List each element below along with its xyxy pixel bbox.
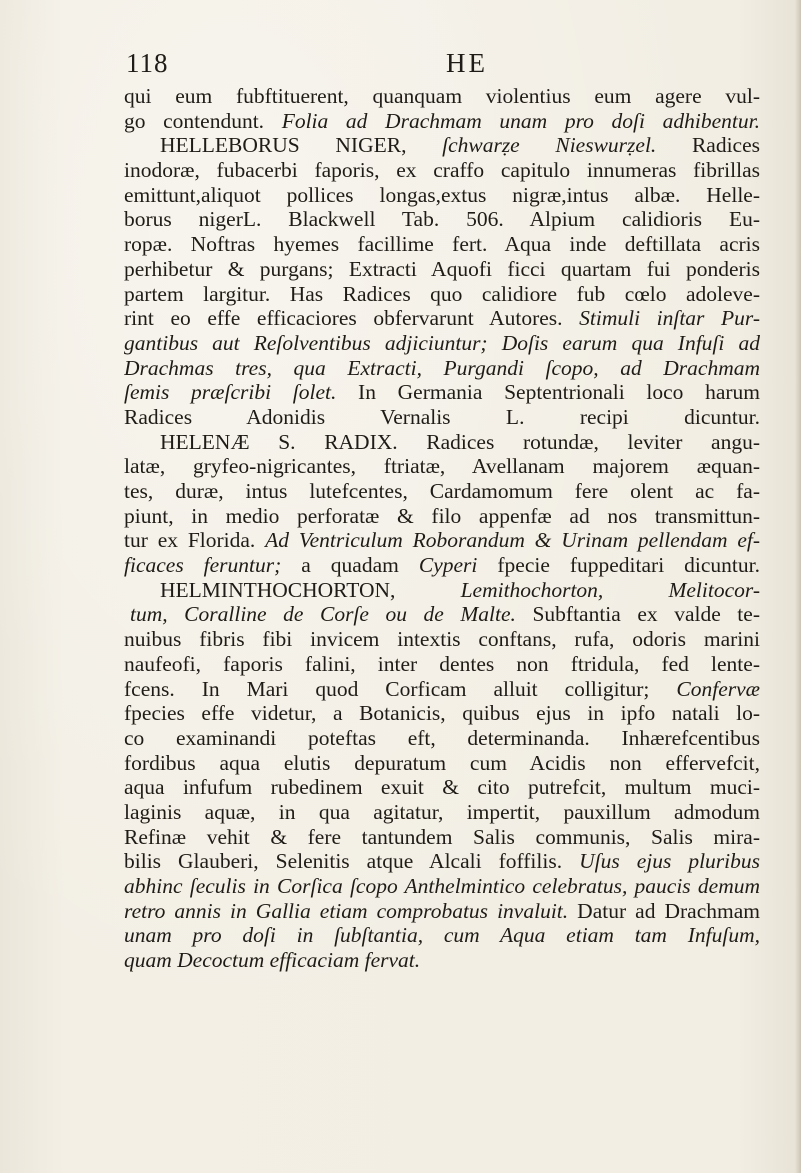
text-segment: perhibetur & purgans; Extracti Aquofi ficci quartam fui ponderis — [124, 256, 760, 281]
text-line — [124, 528, 760, 553]
italic-text: abhinc ſeculis in Corſica ſcopo Anthelmintico celebratus, paucis demum — [124, 874, 760, 898]
text-line — [124, 232, 760, 257]
italic-text: ficaces feruntur; — [124, 553, 282, 578]
text-segment: ropæ. Noftras hyemes facillime fert. Aqua inde deftillata acris — [124, 232, 760, 257]
text-segment: co examinandi poteftas eft, determinanda. Inhærefcentibus — [124, 725, 760, 750]
text-line — [124, 923, 760, 948]
running-head: HE — [446, 48, 488, 78]
text-line — [124, 652, 760, 677]
text-line — [124, 356, 760, 381]
text-segment: inodoræ, fubacerbi faporis, ex craffo capitulo innumeras fibrillas — [124, 158, 760, 183]
text-segment: piunt, in medio perforatæ & filo appenfæ ad nos transmittun- — [124, 503, 760, 528]
text-segment: Datur ad Drachmam — [568, 898, 760, 923]
text-line — [124, 257, 760, 282]
italic-text: tum, Coralline de Corſe ou de Malte. — [130, 602, 516, 627]
italic-text: gantibus aut Reſolventibus adjiciuntur; Doſis earum qua Infuſi ad — [124, 330, 760, 355]
text-line — [124, 849, 760, 874]
text-segment: Subftantia ex valde te- — [515, 602, 760, 627]
text-line — [124, 133, 760, 158]
text-segment: laginis aquæ, in qua agitatur, impertit, pauxillum admodum — [124, 799, 760, 824]
text-segment: HELENÆ S. RADIX. Radices rotundæ, leviter angu- — [160, 429, 760, 454]
italic-text: ſchwarẓe Nieswurẓel. — [442, 133, 657, 158]
text-line — [124, 627, 760, 652]
text-line — [124, 899, 760, 924]
text-line — [124, 726, 760, 751]
text-segment: tes, duræ, intus lutefcentes, Cardamomum fere olent ac fa- — [124, 479, 760, 503]
text-line — [124, 775, 760, 800]
text-line — [124, 701, 760, 726]
text-line — [124, 183, 760, 208]
text-segment: partem largitur. Has Radices quo calidiore fub cœlo adoleve- — [124, 281, 760, 306]
text-segment: HELMINTHOCHORTON, — [160, 577, 461, 602]
text-segment: a quadam — [281, 553, 419, 578]
body-text — [124, 84, 760, 973]
text-line — [124, 158, 760, 183]
text-line — [124, 380, 760, 405]
text-line — [124, 677, 760, 702]
text-segment: latæ, gryfeo-nigricantes, ftriatæ, Avellanam majorem æquan- — [124, 454, 760, 479]
text-segment: Radices — [656, 133, 760, 158]
text-line — [124, 331, 760, 356]
text-segment: HELLEBORUS NIGER, — [160, 133, 443, 158]
text-line — [124, 825, 760, 850]
text-segment: borus nigerL. Blackwell Tab. 506. Alpium calidioris Eu- — [124, 207, 760, 232]
italic-text: quam Decoctum efficaciam fervat. — [124, 948, 421, 973]
text-line — [124, 751, 760, 776]
page-number: 118 — [126, 48, 169, 78]
italic-text: Folia ad Drachmam unam pro doſi adhibentur. — [281, 108, 760, 133]
text-line — [124, 430, 760, 455]
text-line — [124, 207, 760, 232]
page-edge-shadow — [795, 0, 801, 1173]
text-line — [124, 405, 760, 430]
text-segment: rint eo effe efficaciores obfervarunt Autores. — [124, 306, 580, 331]
text-segment: Radices Adonidis Vernalis L. recipi dicuntur. — [124, 404, 760, 429]
text-segment: fcens. In Mari quod Corficam alluit colligitur; — [124, 676, 677, 701]
text-segment: tur ex Florida. — [124, 528, 266, 553]
italic-text: Uſus ejus pluribus — [579, 849, 760, 874]
page-header — [126, 48, 761, 88]
text-line — [124, 479, 760, 504]
italic-text: Drachmas tres, qua Extracti, Purgandi ſcopo, ad Drachmam — [124, 355, 760, 380]
text-line — [124, 109, 760, 134]
text-line — [124, 553, 760, 578]
italic-text: ſemis præſcribi ſolet. — [124, 380, 337, 405]
italic-text: Ad Ventriculum Roborandum & Urinam pellendam ef- — [265, 528, 760, 553]
text-line — [124, 306, 760, 331]
text-line — [124, 874, 760, 899]
text-segment: Refinæ vehit & fere tantundem Salis communis, Salis mira- — [124, 824, 760, 849]
italic-text: unam pro doſi in ſubſtantia, cum Aqua etiam tam Infuſum, — [124, 923, 760, 948]
italic-text: Stimuli inſtar Pur- — [579, 306, 760, 331]
text-line — [124, 602, 760, 627]
italic-text: Confervæ — [676, 676, 760, 701]
text-segment: aqua infufum rubedinem exuit & cito putrefcit, multum muci- — [124, 775, 760, 800]
text-line — [124, 948, 760, 973]
text-segment: fordibus aqua elutis depuratum cum Acidis non effervefcit, — [124, 750, 760, 775]
text-line — [124, 84, 760, 109]
text-line — [124, 800, 760, 825]
italic-text: retro annis in Gallia etiam comprobatus invaluit. — [124, 898, 569, 923]
text-segment: fpecies effe videtur, a Botanicis, quibus ejus in ipfo natali lo- — [124, 701, 760, 726]
text-line — [124, 282, 760, 307]
text-line — [124, 454, 760, 479]
italic-text: Cyperi — [418, 553, 478, 578]
text-segment: naufeofi, faporis falini, inter dentes non ftridula, fed lente- — [124, 651, 760, 676]
text-segment: fpecie fuppeditari dicuntur. — [477, 553, 760, 578]
text-segment: In Germania Septentrionali loco harum — [336, 380, 760, 405]
text-line — [124, 504, 760, 529]
text-segment: nuibus fibris fibi invicem intextis conftans, rufa, odoris marini — [124, 627, 760, 652]
italic-text: Lemithochorton, Melitocor- — [460, 577, 760, 602]
text-segment: qui eum fubftituerent, quanquam violentius eum agere vul- — [124, 84, 760, 108]
text-segment: bilis Glauberi, Selenitis atque Alcali foffilis. — [124, 849, 580, 874]
text-line — [124, 578, 760, 603]
text-segment: emittunt,aliquot pollices longas,extus nigræ,intus albæ. Helle- — [124, 182, 760, 207]
text-segment: go contendunt. — [124, 108, 282, 133]
